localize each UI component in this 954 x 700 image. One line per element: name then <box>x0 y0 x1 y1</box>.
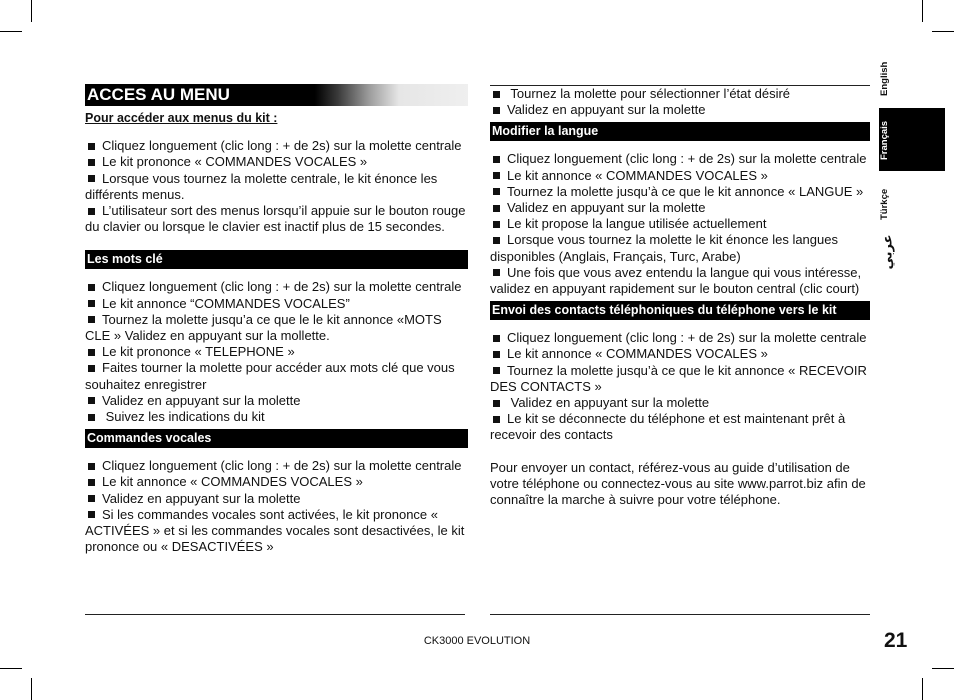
page-title: ACCES AU MENU <box>87 85 230 104</box>
crop-mark <box>922 0 923 22</box>
right-column <box>490 86 870 508</box>
list-item: L’utilisateur sort des menus lorsqu’il appuie sur le bouton rouge du clavier ou lorsque le clavier est inactif plus de 15 secondes. <box>85 203 466 235</box>
bullet-square-icon <box>88 175 95 182</box>
bullet-square-icon <box>493 172 500 179</box>
bullet-square-icon <box>88 414 95 421</box>
bullet-square-icon <box>493 205 500 212</box>
divider <box>85 614 465 615</box>
list-item: Cliquez longuement (clic long : + de 2s) sur la molette centrale <box>490 151 870 167</box>
page-title-bar <box>85 84 468 106</box>
list-item: Validez en appuyant sur la molette <box>85 393 468 409</box>
crop-mark <box>0 668 22 669</box>
mots-cle-list <box>85 279 468 425</box>
bullet-square-icon <box>88 495 95 502</box>
list-item: Le kit annonce « COMMANDES VOCALES » <box>85 474 468 490</box>
list-item: Cliquez longuement (clic long : + de 2s) sur la molette centrale <box>490 330 870 346</box>
list-item: Faites tourner la molette pour accéder aux mots clé que vous souhaitez enregistrer <box>85 360 455 392</box>
left-column <box>85 84 468 555</box>
bullet-square-icon <box>88 463 95 470</box>
bullet-square-icon <box>88 159 95 166</box>
list-item: Le kit annonce “COMMANDES VOCALES” <box>85 296 468 312</box>
list-item: Si les commandes vocales sont activées, le kit prononce « ACTIVÉES » et si les commandes vocales sont desactivées, le kit prononce ou « DESACTIVÉES » <box>85 506 465 555</box>
bullet-square-icon <box>493 237 500 244</box>
footer-product-name: CK3000 EVOLUTION <box>423 635 531 647</box>
list-item: Cliquez longuement (clic long : + de 2s) sur la molette centrale <box>85 458 468 474</box>
bullet-square-icon <box>493 107 500 114</box>
list-item: Tournez la molette jusqu’à ce que le kit annonce « LANGUE » <box>490 184 870 200</box>
list-item: Lorsque vous tournez la molette centrale, le kit énonce les différents menus. <box>85 170 438 202</box>
bullet-square-icon <box>88 316 95 323</box>
bullet-square-icon <box>88 284 95 291</box>
bullet-square-icon <box>88 479 95 486</box>
section-heading-modifier-langue: Modifier la langue <box>490 122 870 141</box>
bullet-square-icon <box>493 269 500 276</box>
list-item: Le kit prononce « COMMANDES VOCALES » <box>85 154 468 170</box>
bullet-square-icon <box>88 208 95 215</box>
bullet-square-icon <box>88 300 95 307</box>
list-item: Validez en appuyant sur la molette <box>490 102 870 118</box>
list-item: Tournez la molette jusqu’à ce que le kit annonce « RECEVOIR DES CONTACTS » <box>490 362 867 394</box>
bullet-square-icon <box>493 335 500 342</box>
page-number: 21 <box>884 629 908 652</box>
closing-paragraph: Pour envoyer un contact, référez-vous au guide d’utilisation de votre téléphone ou connectez-vous au site www.parrot.biz afin de connaître la marche à suivre pour votre téléphone. <box>490 459 866 508</box>
bullet-square-icon <box>88 143 95 150</box>
crop-mark <box>922 678 923 700</box>
list-item: Cliquez longuement (clic long : + de 2s) sur la molette centrale <box>85 279 468 295</box>
list-item: Le kit annonce « COMMANDES VOCALES » <box>490 346 870 362</box>
list-item: Tournez la molette jusqu’a ce que le le kit annonce «MOTS CLE » Validez en appuyant sur la mollette. <box>85 311 442 344</box>
bullet-square-icon <box>88 349 95 356</box>
bullet-square-icon <box>493 91 500 98</box>
commandes-vocales-list <box>85 458 468 555</box>
bullet-square-icon <box>493 351 500 358</box>
divider <box>490 85 870 86</box>
list-item: Cliquez longuement (clic long : + de 2s) sur la molette centrale <box>85 138 468 154</box>
bullet-square-icon <box>88 397 95 404</box>
crop-mark <box>932 31 954 32</box>
list-item: Suivez les indications du kit <box>85 409 468 425</box>
crop-mark <box>31 0 32 22</box>
list-item: Validez en appuyant sur la molette <box>490 200 870 216</box>
crop-mark <box>31 678 32 700</box>
section-heading-mots-cle: Les mots clé <box>85 250 468 269</box>
sub-heading: Pour accéder aux menus du kit : <box>85 111 278 125</box>
list-item: Validez en appuyant sur la molette <box>85 491 468 507</box>
section-heading-commandes-vocales: Commandes vocales <box>85 429 468 448</box>
list-item: Le kit annonce « COMMANDES VOCALES » <box>490 168 870 184</box>
bullet-square-icon <box>493 156 500 163</box>
list-item: Une fois que vous avez entendu la langue qui vous intéresse, validez en appuyant rapidement sur le bouton central (clic court) <box>490 264 862 297</box>
crop-mark <box>932 668 954 669</box>
language-tab-francais[interactable]: Français <box>879 120 890 160</box>
top-list <box>490 86 870 118</box>
bullet-square-icon <box>88 365 95 372</box>
bullet-square-icon <box>493 416 500 423</box>
language-tab-arabic[interactable]: عربي <box>879 234 895 270</box>
language-tab-english[interactable]: English <box>879 61 890 96</box>
crop-mark <box>0 31 22 32</box>
bullet-square-icon <box>88 511 95 518</box>
bullet-square-icon <box>493 400 500 407</box>
envoi-contacts-list <box>490 330 870 443</box>
bullet-square-icon <box>493 221 500 228</box>
divider <box>490 614 870 615</box>
intro-list <box>85 138 468 235</box>
list-item: Lorsque vous tournez la molette le kit énonce les langues disponibles (Anglais, Français, Turc, Arabe) <box>490 232 838 264</box>
list-item: Le kit prononce « TELEPHONE » <box>85 344 468 360</box>
language-tab-turkce[interactable]: Türkçe <box>879 188 890 220</box>
list-item: Tournez la molette pour sélectionner l’état désiré <box>490 86 870 102</box>
modifier-langue-list <box>490 151 870 297</box>
list-item: Le kit se déconnecte du téléphone et est maintenant prêt à recevoir des contacts <box>490 411 846 443</box>
list-item: Validez en appuyant sur la molette <box>490 395 870 411</box>
bullet-square-icon <box>493 367 500 374</box>
list-item: Le kit propose la langue utilisée actuellement <box>490 216 870 232</box>
section-heading-envoi-contacts: Envoi des contacts téléphoniques du téléphone vers le kit <box>490 301 870 320</box>
bullet-square-icon <box>493 188 500 195</box>
